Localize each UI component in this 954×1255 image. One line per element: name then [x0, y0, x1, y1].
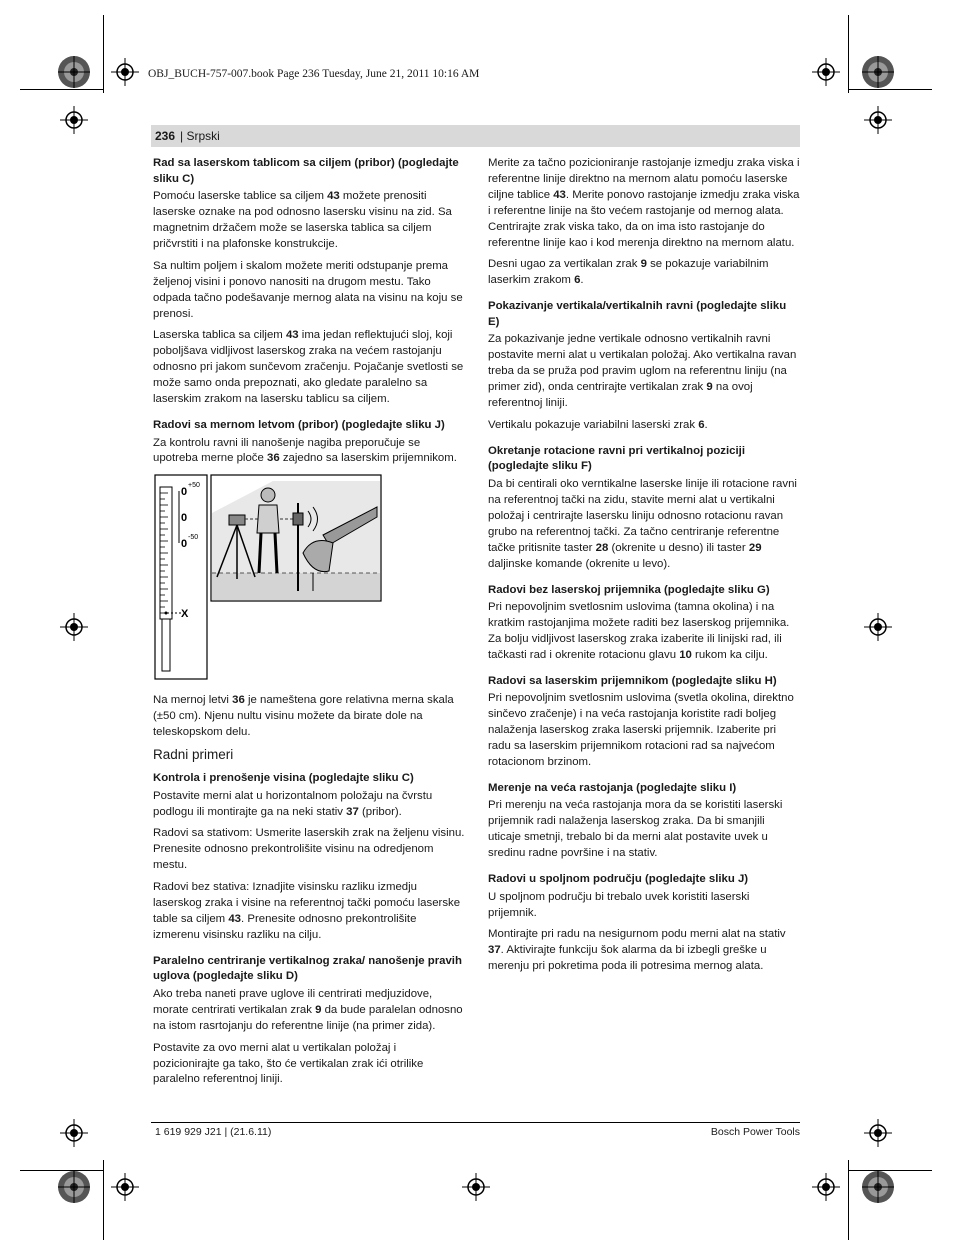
registration-mark-icon: [812, 58, 840, 86]
paragraph: Postavite za ovo merni alat u vertikalan položaj i pozicionirajte ga tako, što će vertikalan zrak ići otrilike paralelno referentnoj liniji.: [153, 1041, 424, 1086]
header-bar: [151, 125, 800, 147]
section-heading: Radni primeri: [153, 747, 234, 763]
paragraph: Na mernoj letvi 36 je nameštena gore relativna merna skala (±50 cm). Njenu nultu visinu možete da birate dole na teleskopskom delu.: [153, 694, 454, 739]
paragraph: Radovi bez stativa: Iznadjite visinsku razliku izmedju laserskog zraka i visine na referentnoj tački pomoću laserske table sa ciljem 43. Prenesite odnosno prekontrolišite izmerenu visinsku razliku na cilju.: [153, 881, 461, 941]
registration-mark-icon: [864, 613, 892, 641]
registration-mark-icon: [111, 1173, 139, 1201]
rosette-mark-icon: [57, 55, 91, 89]
paragraph: Postavite merni alat u horizontalnom položaju na čvrstu podlogu ili montirajte ga na neki stativ 37 (pribor).: [153, 789, 433, 818]
crop-mark: [848, 15, 849, 93]
book-info: OBJ_BUCH-757-007.book Page 236 Tuesday, June 21, 2011 10:16 AM: [148, 68, 480, 80]
registration-mark-icon: [864, 1119, 892, 1147]
registration-mark-icon: [60, 1119, 88, 1147]
paragraph: Da bi centirali oko verntikalne laserske linije ili rotacione ravni na referentnoj tački na zidu, stavite merni alat u vertikalni položaj i centrirajte lasersku liniju odnosno rotacionu ravan grubo na referentnoj tački. Za tačno centriranje referentne tačke pritisnite taster 28 (okrenite u desno) ili taster 29 daljinske komande (okrenite u levo).: [488, 478, 797, 570]
paragraph: Za pokazivanje jedne vertikale odnosno vertikalnih ravni postavite merni alat u vertikalan položaj. Ako vertikalna ravan treba da se pruža pod pravim uglom na referentnu liniju (na primer zid), onda centrirajte vertikalan zrak 9 na ovoj referentnoj liniji.: [488, 333, 797, 410]
section-title: Radovi sa mernom letvom (pribor) (pogledajte sliku J): [153, 418, 445, 431]
paragraph: Pri nepovoljnim svetlosnim uslovima (tamna okolina) i na kratkim rastojanjima možete raditi bez laserskog prijemnika. Za bolju vidljivost laserskog zraka izaberite ili linijski rad, ili tačkasti rad i okrenite rotacionu glavu 10 rukom ka cilju.: [488, 601, 790, 661]
paragraph: Pri merenju na veća rastojanja mora da se koristiti laserski prijemnik radi nalaženja laserskog zraka. Da bi smanjili uticaje smetnji, trebalo bi da merni alat postavite uvek u sredinu radne površine i na stativ.: [488, 799, 783, 860]
footer-divider: [151, 1122, 800, 1123]
rosette-mark-icon: [57, 1170, 91, 1204]
section-title: Merenje na veća rastojanja (pogledajte sliku I): [488, 781, 737, 794]
paragraph: Merite za tačno pozicioniranje rastojanje izmedju zraka viska i referentne linije direktno na mernom alatu pomoću laserske ciljne tablice 43. Merite ponovo rastojanje izmedju zraka viska i referentne linije na što većem rastojanje od mernog alata. Centrirajte zrak viska tako, da on ima isto rastojanje do referentne linije kao i kod merenja direktno na mernom alatu.: [488, 157, 800, 249]
label-zero-bottom: 0: [181, 538, 188, 551]
registration-mark-icon: [60, 106, 88, 134]
section-title: Radovi u spoljnom području (pogledajte sliku J): [488, 873, 749, 886]
registration-mark-icon: [60, 613, 88, 641]
paragraph: Radovi sa stativom: Usmerite laserskih zrak na željenu visinu. Prenesite odnosno prekontrolišite visinu na odredjenom mestu.: [153, 827, 465, 872]
section-title: Radovi bez laserskoj prijemnika (pogledajte sliku G): [488, 583, 770, 596]
section-title: Okretanje rotacione ravni pri vertikalnoj poziciji (pogledajte sliku F): [488, 444, 746, 473]
paragraph: Sa nultim poljem i skalom možete meriti odstupanje prema željenoj visini i ponovo nanositi na drugom mestu. Tako odpada tačno podešavanje mernog alata na visinu na koju se prenosi.: [153, 259, 463, 320]
section-title: Rad sa laserskom tablicom sa ciljem (pribor) (pogledajte sliku C): [153, 157, 459, 185]
paragraph: Vertikalu pokazuje variabilni laserski zrak 6.: [488, 418, 708, 431]
crop-mark: [848, 1160, 849, 1240]
paragraph: Pomoću laserske tablice sa ciljem 43 možete prenositi laserske oznake na pod odnosno lasersku visinu na zid. Sa magnetnim držačem može se laserska tablica sa ciljem pričvrstiti i na plafonske konstrukcije.: [153, 190, 452, 250]
section-title: Paralelno centriranje vertikalnog zraka/ nanošenje pravih uglova (pogledajte sliku D): [153, 954, 462, 983]
page-language: | Srpski: [180, 129, 220, 143]
paragraph: Montirajte pri radu na nesigurnom podu merni alat na stativ 37. Aktivirajte funkciju šok alarma da bi izbegli greške u merenju pri pokretima poda ili potresima mernog alata.: [488, 928, 786, 973]
registration-mark-icon: [111, 58, 139, 86]
registration-mark-icon: [812, 1173, 840, 1201]
paragraph: Desni ugao za vertikalan zrak 9 se pokazuje variabilnim laserkim zrakom 6.: [488, 258, 769, 287]
registration-mark-icon: [864, 106, 892, 134]
left-column: [153, 156, 465, 1094]
section-title: Radovi sa laserskim prijemnikom (pogledajte sliku H): [488, 674, 777, 687]
label-zero: 0: [181, 512, 188, 525]
rosette-mark-icon: [861, 55, 895, 89]
page-number: 236: [155, 129, 176, 143]
measuring-rod-illustration: [153, 473, 465, 683]
registration-mark-icon: [462, 1173, 490, 1201]
label-x: X: [181, 608, 189, 621]
label-plus50: +50: [188, 482, 200, 490]
paragraph: Ako treba naneti prave uglove ili centrirati medjuzidove, morate centrirati vertikalan zrak 9 da bude paralelan odnosno na istom rasrtojanju do referentne linije (na primer zida).: [153, 987, 463, 1032]
section-title: Kontrola i prenošenje visina (pogledajte sliku C): [153, 772, 414, 784]
rosette-mark-icon: [861, 1170, 895, 1204]
crop-mark: [848, 89, 932, 90]
figure-measuring-rod: [153, 473, 465, 683]
crop-mark: [103, 15, 104, 93]
paragraph: Laserska tablica sa ciljem 43 ima jedan reflektujući sloj, koji poboljšava vidljivost laserskog zraka na većem rastojanju odnosno pri jakom sunčevom zračenju. Pojačanje svetlosti se može samo onda prepoznati, ako gledate paralelno sa laserskim zrakom na lasersku tablicu sa ciljem.: [153, 329, 464, 406]
paragraph: Za kontrolu ravni ili nanošenje nagiba preporučuje se upotreba merne ploče 36 zajedno sa laserskim prijemnikom.: [153, 436, 457, 465]
label-zero-top: 0: [181, 486, 188, 499]
footer-doc-number: 1 619 929 J21 | (21.6.11): [155, 1126, 272, 1138]
paragraph: Pri nepovoljnim svetlosnim uslovima (svetla okolina, direktno sinčevo zračenje) i na veća rastojanja koristite radi boljeg nalaženja laserskog zraka laserski prijemnik. Izaberite pri radu sa laserskim prijemnikom rotacioni rad sa najvećom rotacionom brzinom.: [488, 692, 794, 768]
crop-mark: [20, 89, 104, 90]
right-column: [488, 156, 800, 981]
label-minus50: -50: [188, 534, 199, 542]
paragraph: U spoljnom području bi trebalo uvek koristiti laserski prijemnik.: [488, 890, 750, 919]
footer-brand: Bosch Power Tools: [710, 1126, 800, 1138]
crop-mark: [103, 1160, 104, 1240]
section-title: Pokazivanje vertikala/vertikalnih ravni (pogledajte sliku E): [488, 300, 787, 328]
